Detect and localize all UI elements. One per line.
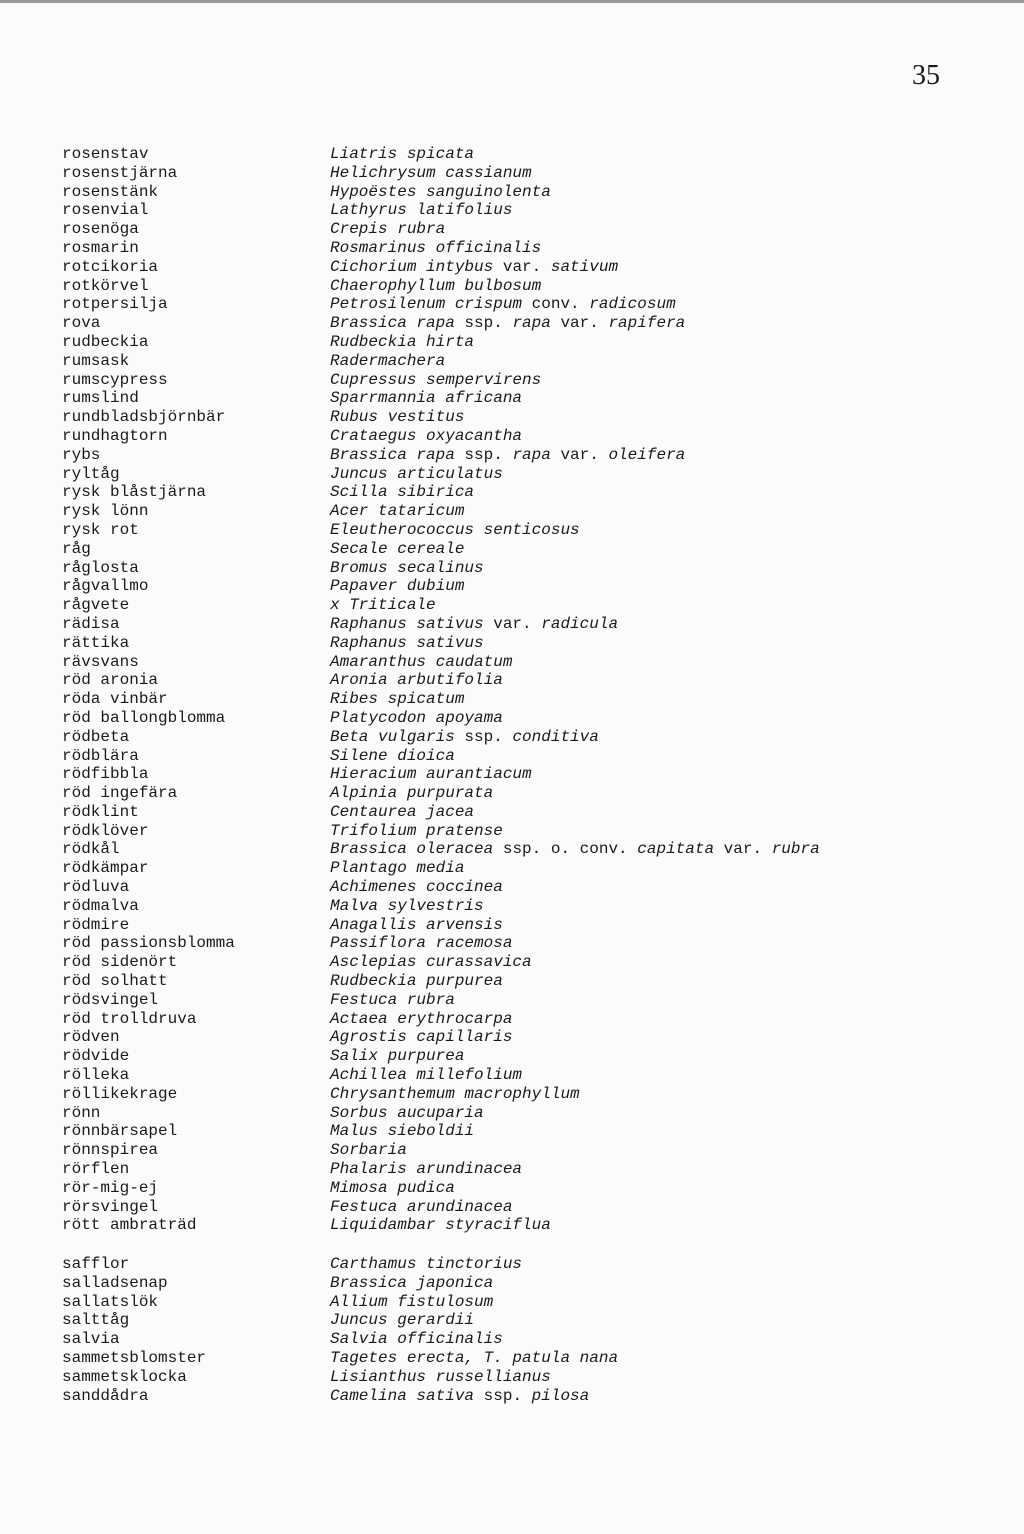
- entry-row: [0, 1368, 1024, 1387]
- entry-row: [0, 277, 1024, 296]
- common-name: röd ballongblomma: [62, 708, 226, 727]
- common-name: rött ambraträd: [62, 1216, 197, 1235]
- entry-row: [0, 916, 1024, 935]
- common-name: röd trolldruva: [62, 1009, 197, 1028]
- entry-row: [0, 446, 1024, 465]
- entry-row: [0, 1028, 1024, 1047]
- entry-row: [0, 878, 1024, 897]
- common-name: rödmalva: [62, 896, 139, 915]
- latin-name-italic-part: Achimenes coccinea: [330, 878, 503, 897]
- latin-name-italic-part: Acer tataricum: [330, 502, 465, 521]
- common-name: råglosta: [62, 558, 139, 577]
- common-name: rörflen: [62, 1160, 130, 1179]
- latin-name: [330, 822, 503, 841]
- latin-name: [330, 596, 436, 615]
- common-name: salladsenap: [62, 1273, 168, 1292]
- latin-name: [330, 258, 618, 277]
- latin-name-italic-part: Salix purpurea: [330, 1047, 465, 1066]
- latin-name: [330, 352, 445, 371]
- latin-name-italic-part: Plantago media: [330, 859, 465, 878]
- latin-name: [330, 840, 820, 859]
- entry-row: [0, 1179, 1024, 1198]
- common-name: rotkörvel: [62, 276, 149, 295]
- entry-row: [0, 784, 1024, 803]
- latin-name-rank-part: ssp.: [474, 1386, 532, 1405]
- entry-row: [0, 1216, 1024, 1235]
- latin-name-italic-part: Liatris spicata: [330, 145, 475, 163]
- common-name: röllikekrage: [62, 1084, 178, 1103]
- entry-row: [0, 371, 1024, 390]
- latin-name-italic-part: Cichorium intybus: [330, 257, 494, 276]
- latin-name: [330, 408, 464, 427]
- entry-row: [0, 427, 1024, 446]
- latin-name-italic-part: Amaranthus caudatum: [330, 652, 513, 671]
- common-name: rumslind: [62, 389, 139, 408]
- common-name: rosenstav: [62, 145, 149, 163]
- latin-name-italic-part: pilosa: [531, 1386, 590, 1405]
- latin-name-italic-part: sativum: [550, 257, 619, 276]
- latin-name-italic-part: rapa: [512, 445, 551, 464]
- latin-name-italic-part: Brassica rapa: [330, 445, 455, 464]
- latin-name-italic-part: Sorbus aucuparia: [330, 1103, 484, 1122]
- latin-name-italic-part: Allium fistulosum: [330, 1292, 494, 1311]
- latin-name: [330, 1066, 522, 1085]
- entry-row: [0, 502, 1024, 521]
- entry-row: [0, 840, 1024, 859]
- common-name: röd ingefära: [62, 784, 178, 803]
- latin-name-italic-part: Crepis rubra: [330, 220, 446, 239]
- latin-name-rank-part: var.: [483, 614, 542, 633]
- common-name: sammetsklocka: [62, 1367, 187, 1386]
- common-name: safflor: [62, 1255, 130, 1273]
- section-s: [0, 1255, 1024, 1405]
- latin-name-italic-part: Mimosa pudica: [330, 1178, 455, 1197]
- entry-row: [0, 1047, 1024, 1066]
- common-name: sallatslök: [62, 1292, 159, 1311]
- entry-row: [0, 521, 1024, 540]
- latin-name: [330, 577, 464, 596]
- entry-row: [0, 559, 1024, 578]
- latin-name-italic-part: Raphanus sativus: [330, 614, 484, 633]
- latin-name-italic-part: Anagallis arvensis: [330, 915, 503, 934]
- entry-row: [0, 1198, 1024, 1217]
- latin-name: [330, 1085, 580, 1104]
- latin-name: [330, 201, 512, 220]
- common-name: rosenstänk: [62, 182, 159, 201]
- entry-row: [0, 822, 1024, 841]
- common-name: röda vinbär: [62, 690, 168, 709]
- common-name: rotpersilja: [62, 295, 168, 314]
- latin-name-italic-part: Brassica rapa: [330, 314, 455, 333]
- common-name: rundbladsbjörnbär: [62, 408, 226, 427]
- common-name: rävsvans: [62, 652, 139, 671]
- entry-row: [0, 765, 1024, 784]
- common-name: rumscypress: [62, 370, 168, 389]
- latin-name-italic-part: Beta vulgaris: [330, 727, 455, 746]
- entry-row: [0, 408, 1024, 427]
- latin-name-italic-part: Camelina sativa: [330, 1386, 475, 1405]
- common-name: rova: [62, 314, 101, 333]
- entry-row: [0, 1104, 1024, 1123]
- latin-name: [330, 502, 464, 521]
- entry-row: [0, 183, 1024, 202]
- latin-name: [330, 1293, 493, 1312]
- latin-name: [330, 1047, 464, 1066]
- entry-row: [0, 201, 1024, 220]
- entry-row: [0, 728, 1024, 747]
- latin-name-italic-part: Cupressus sempervirens: [330, 370, 542, 389]
- entry-row: [0, 1293, 1024, 1312]
- latin-name: [330, 1216, 551, 1235]
- latin-name: [330, 540, 464, 559]
- latin-name: [330, 690, 464, 709]
- latin-name-italic-part: x Triticale: [330, 596, 436, 615]
- latin-name: [330, 1104, 484, 1123]
- entry-row: [0, 1274, 1024, 1293]
- latin-name: [330, 145, 474, 164]
- latin-name-italic-part: Ribes spicatum: [330, 690, 465, 709]
- common-name: sammetsblomster: [62, 1348, 207, 1367]
- latin-name-rank-part: ssp.: [454, 445, 513, 464]
- entry-row: [0, 972, 1024, 991]
- common-name: röd aronia: [62, 671, 159, 690]
- common-name: rybs: [62, 445, 101, 464]
- latin-name: [330, 371, 541, 390]
- entry-row: [0, 1085, 1024, 1104]
- latin-name: [330, 878, 503, 897]
- latin-name-italic-part: Malva sylvestris: [330, 896, 484, 915]
- latin-name-italic-part: Radermachera: [330, 351, 446, 370]
- common-name: röd solhatt: [62, 972, 168, 991]
- entry-row: [0, 314, 1024, 333]
- entry-row: [0, 295, 1024, 314]
- latin-name: [330, 897, 484, 916]
- entry-row: [0, 653, 1024, 672]
- latin-name-italic-part: Scilla sibirica: [330, 483, 475, 502]
- latin-name-italic-part: Lisianthus russellianus: [330, 1367, 551, 1386]
- latin-name-italic-part: Helichrysum cassianum: [330, 163, 532, 182]
- entry-row: [0, 803, 1024, 822]
- latin-name: [330, 483, 474, 502]
- latin-name: [330, 521, 580, 540]
- entry-row: [0, 1311, 1024, 1330]
- latin-name-italic-part: Brassica oleracea: [330, 840, 494, 859]
- entry-row: [0, 389, 1024, 408]
- common-name: salttåg: [62, 1311, 130, 1330]
- latin-name: [330, 277, 541, 296]
- latin-name-italic-part: Hypoëstes sanguinolenta: [330, 182, 551, 201]
- entry-row: [0, 239, 1024, 258]
- latin-name-rank-part: var.: [550, 314, 609, 333]
- latin-name-italic-part: Passiflora racemosa: [330, 934, 513, 953]
- common-name: rödklint: [62, 802, 139, 821]
- entry-row: [0, 1387, 1024, 1406]
- common-name: rönn: [62, 1103, 101, 1122]
- latin-name: [330, 765, 532, 784]
- latin-name-italic-part: Hieracium aurantiacum: [330, 765, 532, 784]
- latin-name: [330, 1311, 474, 1330]
- latin-name-italic-part: Brassica japonica: [330, 1273, 494, 1292]
- latin-name-italic-part: Juncus articulatus: [330, 464, 503, 483]
- latin-name: [330, 859, 464, 878]
- entry-row: [0, 1141, 1024, 1160]
- latin-name-italic-part: oleifera: [608, 445, 686, 464]
- entry-row: [0, 1122, 1024, 1141]
- entry-row: [0, 164, 1024, 183]
- latin-name-rank-part: ssp. o. conv.: [493, 840, 638, 859]
- latin-name-italic-part: Achillea millefolium: [330, 1066, 523, 1085]
- latin-name: [330, 671, 503, 690]
- latin-name: [330, 972, 503, 991]
- common-name: rödmire: [62, 915, 130, 934]
- latin-name-italic-part: Agrostis capillaris: [330, 1028, 513, 1047]
- common-name: rödsvingel: [62, 990, 159, 1009]
- latin-name-italic-part: Festuca arundinacea: [330, 1197, 513, 1216]
- latin-name: [330, 747, 455, 766]
- latin-name-rank-part: conv.: [522, 295, 590, 314]
- section-r: [0, 145, 1024, 1235]
- latin-name: [330, 1349, 618, 1368]
- common-name: rudbeckia: [62, 332, 149, 351]
- latin-name: [330, 1122, 474, 1141]
- entry-row: [0, 596, 1024, 615]
- latin-name-rank-part: ssp.: [454, 727, 513, 746]
- latin-name: [330, 239, 541, 258]
- latin-name: [330, 1198, 512, 1217]
- latin-name: [330, 1010, 512, 1029]
- latin-name: [330, 728, 599, 747]
- latin-name-italic-part: Alpinia purpurata: [330, 784, 494, 803]
- latin-name-italic-part: Rosmarinus officinalis: [330, 238, 542, 257]
- entry-row: [0, 577, 1024, 596]
- latin-name-italic-part: Trifolium pratense: [330, 821, 503, 840]
- latin-name-italic-part: Secale cereale: [330, 539, 465, 558]
- entry-row: [0, 1160, 1024, 1179]
- common-name: rättika: [62, 633, 130, 652]
- latin-name-italic-part: Lathyrus latifolius: [330, 201, 513, 220]
- latin-name-rank-part: var.: [493, 257, 551, 276]
- latin-name-italic-part: Phalaris arundinacea: [330, 1160, 523, 1179]
- common-name: rödkämpar: [62, 859, 149, 878]
- latin-name-italic-part: Sparrmannia africana: [330, 389, 523, 408]
- entry-row: [0, 615, 1024, 634]
- common-name: rödven: [62, 1028, 120, 1047]
- entry-row: [0, 897, 1024, 916]
- latin-name-rank-part: var.: [550, 445, 609, 464]
- entry-row: [0, 145, 1024, 164]
- latin-name: [330, 934, 512, 953]
- latin-name: [330, 427, 522, 446]
- latin-name-italic-part: radicosum: [589, 295, 676, 314]
- latin-name-italic-part: Asclepias curassavica: [330, 953, 532, 972]
- common-name: rönnspirea: [62, 1141, 159, 1160]
- latin-name-italic-part: Centaurea jacea: [330, 802, 475, 821]
- common-name: röd passionsblomma: [62, 934, 235, 953]
- entry-row: [0, 483, 1024, 502]
- common-name: rysk blåstjärna: [62, 483, 207, 502]
- latin-name-italic-part: Juncus gerardii: [330, 1311, 475, 1330]
- latin-name: [330, 916, 503, 935]
- latin-name: [330, 314, 685, 333]
- page-number: 35: [912, 60, 940, 91]
- latin-name-italic-part: Liquidambar styraciflua: [330, 1216, 551, 1235]
- common-name: rågvallmo: [62, 577, 149, 596]
- common-name: rundhagtorn: [62, 426, 168, 445]
- latin-name: [330, 220, 445, 239]
- entry-row: [0, 220, 1024, 239]
- latin-name-italic-part: Crataegus oxyacantha: [330, 426, 523, 445]
- latin-name: [330, 164, 532, 183]
- common-name: rosenöga: [62, 220, 139, 239]
- latin-name: [330, 1028, 512, 1047]
- entry-row: [0, 634, 1024, 653]
- latin-name-italic-part: Petrosilenum crispum: [330, 295, 523, 314]
- latin-name-italic-part: Raphanus sativus: [330, 633, 484, 652]
- common-name: rosmarin: [62, 238, 139, 257]
- latin-name-italic-part: conditiva: [512, 727, 599, 746]
- latin-name-rank-part: ssp.: [454, 314, 513, 333]
- latin-name: [330, 803, 474, 822]
- latin-name: [330, 1274, 493, 1293]
- common-name: ryltåg: [62, 464, 120, 483]
- latin-name-italic-part: rapa: [512, 314, 551, 333]
- entry-row: [0, 1330, 1024, 1349]
- common-name: rörsvingel: [62, 1197, 159, 1216]
- latin-name-italic-part: Aronia arbutifolia: [330, 671, 503, 690]
- latin-name-italic-part: Rudbeckia purpurea: [330, 972, 503, 991]
- latin-name-italic-part: Salvia officinalis: [330, 1330, 503, 1349]
- common-name: rödbeta: [62, 727, 130, 746]
- latin-name: [330, 446, 685, 465]
- common-name: röd sidenört: [62, 953, 178, 972]
- latin-name-italic-part: Tagetes erecta, T. patula nana: [330, 1348, 619, 1367]
- latin-name: [330, 1141, 407, 1160]
- common-name: rädisa: [62, 614, 120, 633]
- latin-name-italic-part: Eleutherococcus senticosus: [330, 520, 580, 539]
- latin-name-italic-part: Chaerophyllum bulbosum: [330, 276, 542, 295]
- common-name: rör-mig-ej: [62, 1178, 159, 1197]
- latin-name-italic-part: Sorbaria: [330, 1141, 407, 1160]
- entry-row: [0, 934, 1024, 953]
- latin-name: [330, 333, 474, 352]
- latin-name-italic-part: Carthamus tinctorius: [330, 1255, 523, 1273]
- latin-name: [330, 784, 493, 803]
- entry-row: [0, 1255, 1024, 1274]
- latin-name: [330, 183, 551, 202]
- page-top-edge: [0, 0, 1024, 3]
- latin-name: [330, 953, 532, 972]
- latin-name: [330, 1368, 551, 1387]
- latin-name-italic-part: Bromus secalinus: [330, 558, 484, 577]
- common-name: rölleka: [62, 1066, 130, 1085]
- latin-name-italic-part: Actaea erythrocarpa: [330, 1009, 513, 1028]
- latin-name: [330, 1179, 455, 1198]
- latin-name: [330, 1160, 522, 1179]
- common-name: sanddådra: [62, 1386, 149, 1405]
- common-name: rödluva: [62, 878, 130, 897]
- common-name: rosenvial: [62, 201, 149, 220]
- common-name: rosenstjärna: [62, 163, 178, 182]
- common-name: rysk rot: [62, 520, 139, 539]
- common-name: rumsask: [62, 351, 130, 370]
- latin-name-italic-part: Rubus vestitus: [330, 408, 465, 427]
- entry-row: [0, 465, 1024, 484]
- latin-name: [330, 295, 676, 314]
- common-name: salvia: [62, 1330, 120, 1349]
- latin-name: [330, 559, 484, 578]
- latin-name-italic-part: rubra: [771, 840, 820, 859]
- common-name: råg: [62, 539, 91, 558]
- common-name: rödklöver: [62, 821, 149, 840]
- latin-name-italic-part: Festuca rubra: [330, 990, 455, 1009]
- latin-name: [330, 615, 618, 634]
- latin-name: [330, 465, 503, 484]
- entry-row: [0, 1349, 1024, 1368]
- entry-row: [0, 258, 1024, 277]
- latin-name-italic-part: Platycodon apoyama: [330, 708, 503, 727]
- latin-name: [330, 991, 455, 1010]
- common-name: rödblära: [62, 746, 139, 765]
- common-name: rågvete: [62, 596, 130, 615]
- entry-row: [0, 690, 1024, 709]
- entry-row: [0, 352, 1024, 371]
- entry-row: [0, 859, 1024, 878]
- entry-row: [0, 953, 1024, 972]
- common-name: rödkål: [62, 840, 120, 859]
- common-name: rysk lönn: [62, 502, 149, 521]
- latin-name-italic-part: Rudbeckia hirta: [330, 332, 475, 351]
- latin-name: [330, 709, 503, 728]
- latin-name-italic-part: Malus sieboldii: [330, 1122, 475, 1141]
- common-name: rönnbärsapel: [62, 1122, 178, 1141]
- latin-name-italic-part: Chrysanthemum macrophyllum: [330, 1084, 580, 1103]
- common-name: rödfibbla: [62, 765, 149, 784]
- entry-row: [0, 540, 1024, 559]
- common-name: rödvide: [62, 1047, 130, 1066]
- latin-name: [330, 1387, 589, 1406]
- entry-row: [0, 333, 1024, 352]
- latin-name: [330, 653, 512, 672]
- latin-name: [330, 1255, 522, 1274]
- latin-name: [330, 634, 484, 653]
- latin-name-italic-part: radicula: [541, 614, 619, 633]
- entry-row: [0, 747, 1024, 766]
- common-name: rotcikoria: [62, 257, 159, 276]
- latin-name-italic-part: Silene dioica: [330, 746, 455, 765]
- entry-row: [0, 709, 1024, 728]
- latin-name-italic-part: rapifera: [608, 314, 686, 333]
- latin-name-rank-part: var.: [714, 840, 772, 859]
- entry-row: [0, 671, 1024, 690]
- latin-name: [330, 1330, 503, 1349]
- entry-row: [0, 1066, 1024, 1085]
- latin-name-italic-part: Papaver dubium: [330, 577, 465, 596]
- latin-name-italic-part: capitata: [637, 840, 715, 859]
- latin-name: [330, 389, 522, 408]
- entry-row: [0, 1010, 1024, 1029]
- entry-row: [0, 991, 1024, 1010]
